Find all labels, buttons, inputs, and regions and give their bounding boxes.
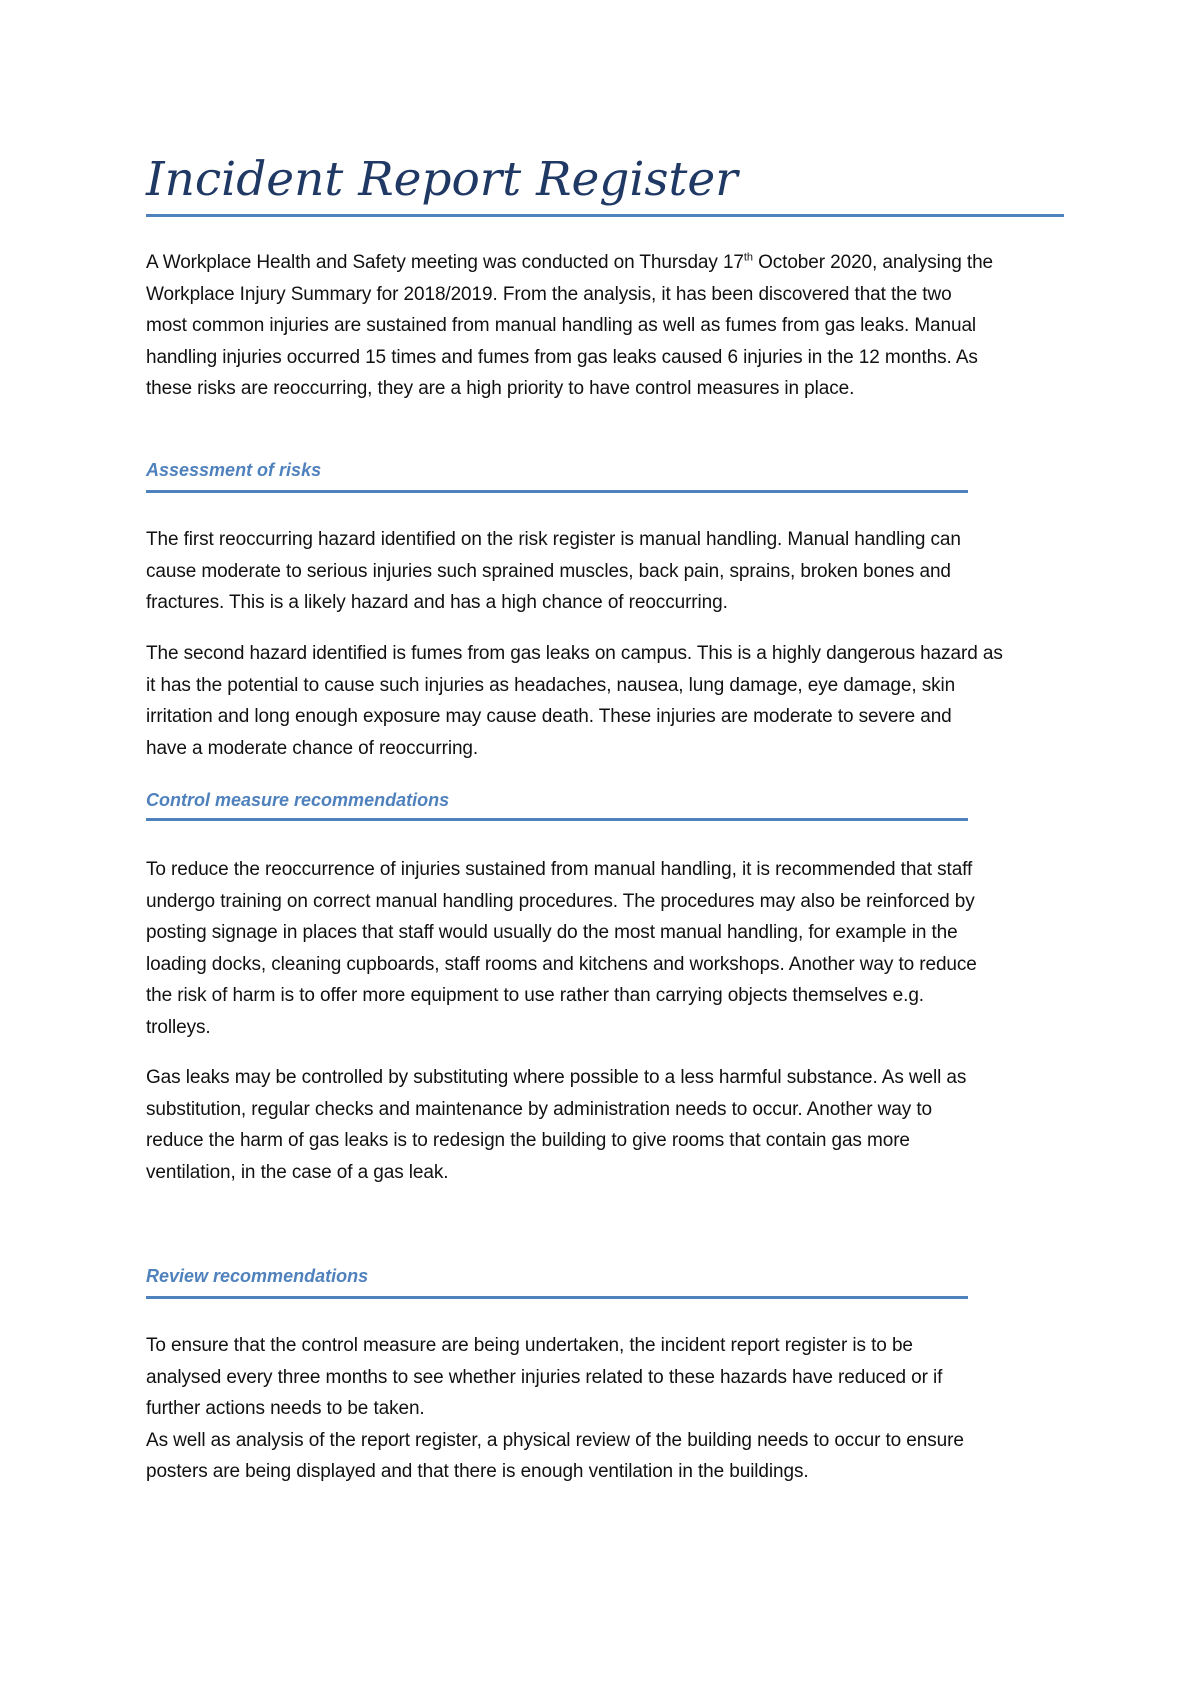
paragraph-line: Gas leaks may be controlled by substituting where possible to a less harmful substance. As well as: [146, 1067, 967, 1088]
paragraph-line: have a moderate chance of reoccurring.: [146, 737, 479, 759]
paragraph-line: reduce the harm of gas leaks is to redesign the building to give rooms that contain gas more: [146, 1130, 910, 1151]
paragraph-line: trolleys.: [146, 1016, 211, 1038]
paragraph-line: analysed every three months to see whether injuries related to these hazards have reduced or if: [146, 1366, 943, 1388]
paragraph-line: the risk of harm is to offer more equipment to use rather than carrying objects themselves e.g.: [146, 985, 924, 1006]
assessment-paragraph-2: [146, 638, 1076, 764]
paragraph-line: posters are being displayed and that there is enough ventilation in the buildings.: [146, 1461, 809, 1482]
section-underline: [146, 818, 968, 821]
paragraph-line: it has the potential to cause such injuries as headaches, nausea, lung damage, eye damage, skin: [146, 674, 956, 696]
section-underline: [146, 1296, 968, 1299]
assessment-paragraph-1: [146, 524, 1076, 619]
paragraph-line: undergo training on correct manual handling procedures. The procedures may also be reinforced by: [146, 890, 975, 912]
paragraph-line: posting signage in places that staff would usually do the most manual handling, for example in the: [146, 922, 958, 943]
paragraph-line: loading docks, cleaning cupboards, staff rooms and kitchens and workshops. Another way to reduce: [146, 953, 977, 975]
title-underline: [146, 214, 1064, 217]
paragraph-line: ventilation, in the case of a gas leak.: [146, 1161, 449, 1183]
intro-line: [146, 247, 1076, 279]
paragraph-line: To ensure that the control measure are being undertaken, the incident report register is to be: [146, 1335, 913, 1356]
paragraph-line: substitution, regular checks and maintenance by administration needs to occur. Another way to: [146, 1098, 932, 1120]
intro-paragraph: [146, 247, 1076, 405]
section-heading-control-measures: Control measure recommendations: [146, 790, 450, 810]
intro-text: A Workplace Health and Safety meeting was conducted on Thursday 17: [146, 252, 744, 273]
page-title: Incident Report Register: [146, 152, 738, 207]
intro-line: these risks are reoccurring, they are a high priority to have control measures in place.: [146, 378, 855, 399]
intro-line: most common injuries are sustained from manual handling as well as fumes from gas leaks. Manual: [146, 315, 977, 336]
paragraph-line: The first reoccurring hazard identified on the risk register is manual handling. Manual handling can: [146, 529, 961, 550]
paragraph-line: further actions needs to be taken.: [146, 1398, 425, 1419]
section-heading-assessment: Assessment of risks: [146, 460, 322, 480]
control-paragraph-1: [146, 854, 1076, 1043]
paragraph-line: fractures. This is a likely hazard and has a high chance of reoccurring.: [146, 592, 728, 613]
section-underline: [146, 490, 968, 493]
paragraph-line: To reduce the reoccurrence of injuries sustained from manual handling, it is recommended that staff: [146, 859, 973, 880]
intro-text: October 2020, analysing the: [752, 252, 994, 273]
intro-line: handling injuries occurred 15 times and fumes from gas leaks caused 6 injuries in the 12 months. As: [146, 346, 978, 368]
ordinal-suffix: th: [743, 251, 753, 264]
paragraph-line: irritation and long enough exposure may cause death. These injuries are moderate to severe and: [146, 706, 952, 727]
paragraph-line: The second hazard identified is fumes from gas leaks on campus. This is a highly dangerous hazard as: [146, 643, 1003, 664]
control-paragraph-2: [146, 1062, 1076, 1188]
paragraph-line: As well as analysis of the report register, a physical review of the building needs to occur to ensure: [146, 1429, 964, 1451]
review-paragraph: [146, 1330, 1076, 1488]
paragraph-line: cause moderate to serious injuries such sprained muscles, back pain, sprains, broken bones and: [146, 560, 951, 582]
intro-line: Workplace Injury Summary for 2018/2019. From the analysis, it has been discovered that the two: [146, 283, 952, 305]
section-heading-review: Review recommendations: [146, 1266, 369, 1286]
